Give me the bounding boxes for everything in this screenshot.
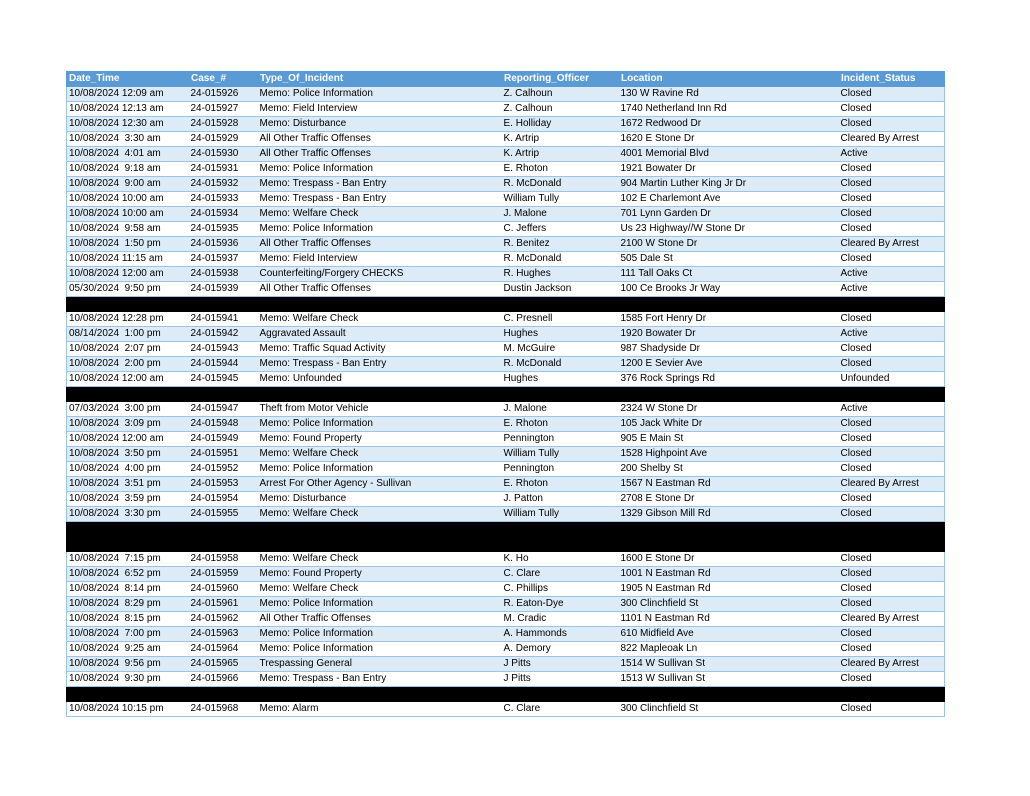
cell-type-of-incident: Memo: Police Information — [258, 162, 502, 177]
cell-incident-status: Closed — [839, 507, 945, 522]
cell-case-number: 24-015931 — [189, 162, 258, 177]
table-row — [67, 372, 945, 387]
cell-incident-status: Closed — [839, 222, 945, 237]
cell-date-time: 10/08/2024 12:30 am — [67, 117, 189, 132]
cell-case-number: 24-015941 — [189, 312, 258, 327]
table-row — [67, 87, 945, 102]
cell-location: 1001 N Eastman Rd — [619, 567, 839, 582]
cell-location: 102 E Charlemont Ave — [619, 192, 839, 207]
cell-location: 300 Clinchfield St — [619, 702, 839, 717]
cell-case-number: 24-015960 — [189, 582, 258, 597]
cell-type-of-incident: Memo: Field Interview — [258, 252, 502, 267]
cell-type-of-incident: Memo: Trespass - Ban Entry — [258, 192, 502, 207]
cell-reporting-officer: J Pitts — [502, 672, 619, 687]
table-body — [67, 87, 945, 717]
cell-reporting-officer: M. Cradic — [502, 612, 619, 627]
redaction-bar — [67, 387, 945, 402]
cell-type-of-incident: Memo: Disturbance — [258, 492, 502, 507]
cell-incident-status: Closed — [839, 582, 945, 597]
cell-incident-status: Closed — [839, 102, 945, 117]
cell-case-number: 24-015964 — [189, 642, 258, 657]
cell-date-time: 10/08/2024 9:25 am — [67, 642, 189, 657]
cell-date-time: 10/08/2024 2:07 pm — [67, 342, 189, 357]
cell-case-number: 24-015926 — [189, 87, 258, 102]
cell-case-number: 24-015955 — [189, 507, 258, 522]
cell-location: 200 Shelby St — [619, 462, 839, 477]
cell-date-time: 10/08/2024 3:30 am — [67, 132, 189, 147]
cell-reporting-officer: Z. Calhoun — [502, 87, 619, 102]
cell-type-of-incident: Memo: Welfare Check — [258, 312, 502, 327]
cell-reporting-officer: C. Presnell — [502, 312, 619, 327]
table-row — [67, 267, 945, 282]
cell-date-time: 10/08/2024 10:00 am — [67, 192, 189, 207]
cell-type-of-incident: Memo: Police Information — [258, 222, 502, 237]
cell-date-time: 10/08/2024 9:30 pm — [67, 672, 189, 687]
cell-incident-status: Active — [839, 267, 945, 282]
cell-case-number: 24-015932 — [189, 177, 258, 192]
cell-incident-status: Closed — [839, 207, 945, 222]
cell-type-of-incident: Memo: Trespass - Ban Entry — [258, 357, 502, 372]
cell-type-of-incident: Memo: Welfare Check — [258, 552, 502, 567]
cell-incident-status: Closed — [839, 177, 945, 192]
cell-incident-status: Closed — [839, 192, 945, 207]
cell-type-of-incident: Memo: Police Information — [258, 417, 502, 432]
cell-incident-status: Unfounded — [839, 372, 945, 387]
cell-case-number: 24-015939 — [189, 282, 258, 297]
cell-date-time: 10/08/2024 9:58 am — [67, 222, 189, 237]
cell-case-number: 24-015927 — [189, 102, 258, 117]
cell-reporting-officer: Pennington — [502, 462, 619, 477]
cell-type-of-incident: Memo: Traffic Squad Activity — [258, 342, 502, 357]
column-header-reporting-officer: Reporting_Officer — [502, 72, 619, 87]
cell-location: 2324 W Stone Dr — [619, 402, 839, 417]
cell-location: 1513 W Sullivan St — [619, 672, 839, 687]
cell-reporting-officer: Hughes — [502, 372, 619, 387]
cell-date-time: 10/08/2024 7:00 pm — [67, 627, 189, 642]
cell-case-number: 24-015966 — [189, 672, 258, 687]
cell-date-time: 10/08/2024 9:56 pm — [67, 657, 189, 672]
cell-case-number: 24-015953 — [189, 477, 258, 492]
cell-location: 111 Tall Oaks Ct — [619, 267, 839, 282]
cell-location: 1920 Bowater Dr — [619, 327, 839, 342]
cell-date-time: 10/08/2024 3:09 pm — [67, 417, 189, 432]
cell-location: 2708 E Stone Dr — [619, 492, 839, 507]
cell-incident-status: Closed — [839, 627, 945, 642]
cell-date-time: 07/03/2024 3:00 pm — [67, 402, 189, 417]
cell-location: 1567 N Eastman Rd — [619, 477, 839, 492]
cell-location: 300 Clinchfield St — [619, 597, 839, 612]
cell-incident-status: Closed — [839, 447, 945, 462]
cell-location: 987 Shadyside Dr — [619, 342, 839, 357]
cell-location: 2100 W Stone Dr — [619, 237, 839, 252]
cell-location: 1101 N Eastman Rd — [619, 612, 839, 627]
table-row — [67, 582, 945, 597]
table-row — [67, 417, 945, 432]
cell-incident-status: Cleared By Arrest — [839, 612, 945, 627]
cell-location: 1921 Bowater Dr — [619, 162, 839, 177]
cell-reporting-officer: J. Malone — [502, 207, 619, 222]
redacted-row — [67, 387, 945, 402]
cell-case-number: 24-015951 — [189, 447, 258, 462]
cell-date-time: 10/08/2024 12:28 pm — [67, 312, 189, 327]
cell-reporting-officer: J. Malone — [502, 402, 619, 417]
cell-incident-status: Closed — [839, 702, 945, 717]
cell-case-number: 24-015934 — [189, 207, 258, 222]
cell-type-of-incident: Trespassing General — [258, 657, 502, 672]
column-header-incident-status: Incident_Status — [839, 72, 945, 87]
cell-incident-status: Closed — [839, 432, 945, 447]
cell-incident-status: Closed — [839, 492, 945, 507]
cell-reporting-officer: C. Clare — [502, 567, 619, 582]
cell-reporting-officer: Hughes — [502, 327, 619, 342]
cell-case-number: 24-015968 — [189, 702, 258, 717]
cell-type-of-incident: Memo: Welfare Check — [258, 207, 502, 222]
table-row — [67, 702, 945, 717]
cell-incident-status: Cleared By Arrest — [839, 657, 945, 672]
cell-incident-status: Closed — [839, 552, 945, 567]
cell-date-time: 10/08/2024 9:00 am — [67, 177, 189, 192]
cell-reporting-officer: R. Hughes — [502, 267, 619, 282]
cell-incident-status: Closed — [839, 117, 945, 132]
cell-location: 1528 Highpoint Ave — [619, 447, 839, 462]
cell-incident-status: Closed — [839, 417, 945, 432]
cell-reporting-officer: A. Hammonds — [502, 627, 619, 642]
cell-type-of-incident: Counterfeiting/Forgery CHECKS — [258, 267, 502, 282]
table-row — [67, 477, 945, 492]
cell-reporting-officer: R. McDonald — [502, 357, 619, 372]
cell-location: 904 Martin Luther King Jr Dr — [619, 177, 839, 192]
cell-type-of-incident: All Other Traffic Offenses — [258, 132, 502, 147]
cell-date-time: 10/08/2024 12:00 am — [67, 267, 189, 282]
cell-reporting-officer: C. Clare — [502, 702, 619, 717]
cell-case-number: 24-015935 — [189, 222, 258, 237]
cell-location: 105 Jack White Dr — [619, 417, 839, 432]
cell-reporting-officer: K. Artrip — [502, 147, 619, 162]
cell-case-number: 24-015947 — [189, 402, 258, 417]
cell-date-time: 10/08/2024 12:09 am — [67, 87, 189, 102]
cell-case-number: 24-015929 — [189, 132, 258, 147]
table-row — [67, 627, 945, 642]
redaction-bar — [67, 297, 945, 312]
cell-reporting-officer: R. Eaton-Dye — [502, 597, 619, 612]
cell-type-of-incident: All Other Traffic Offenses — [258, 147, 502, 162]
cell-reporting-officer: Dustin Jackson — [502, 282, 619, 297]
column-header-date-time: Date_Time — [67, 72, 189, 87]
cell-case-number: 24-015938 — [189, 267, 258, 282]
table-row — [67, 642, 945, 657]
table-row — [67, 507, 945, 522]
cell-incident-status: Closed — [839, 642, 945, 657]
cell-case-number: 24-015958 — [189, 552, 258, 567]
cell-reporting-officer: M. McGuire — [502, 342, 619, 357]
cell-reporting-officer: Pennington — [502, 432, 619, 447]
cell-case-number: 24-015961 — [189, 597, 258, 612]
cell-case-number: 24-015949 — [189, 432, 258, 447]
table-row — [67, 147, 945, 162]
cell-date-time: 10/08/2024 3:59 pm — [67, 492, 189, 507]
cell-date-time: 10/08/2024 3:51 pm — [67, 477, 189, 492]
cell-reporting-officer: William Tully — [502, 507, 619, 522]
cell-incident-status: Closed — [839, 312, 945, 327]
cell-incident-status: Closed — [839, 597, 945, 612]
cell-type-of-incident: Memo: Police Information — [258, 627, 502, 642]
cell-reporting-officer: J. Patton — [502, 492, 619, 507]
cell-date-time: 10/08/2024 8:14 pm — [67, 582, 189, 597]
cell-location: 1905 N Eastman Rd — [619, 582, 839, 597]
cell-type-of-incident: Arrest For Other Agency - Sullivan — [258, 477, 502, 492]
table-row — [67, 192, 945, 207]
table-row — [67, 237, 945, 252]
table-row — [67, 672, 945, 687]
cell-location: 610 Midfield Ave — [619, 627, 839, 642]
cell-reporting-officer: E. Rhoton — [502, 477, 619, 492]
table-row — [67, 102, 945, 117]
cell-reporting-officer: C. Phillips — [502, 582, 619, 597]
cell-case-number: 24-015948 — [189, 417, 258, 432]
cell-type-of-incident: Memo: Found Property — [258, 432, 502, 447]
cell-date-time: 10/08/2024 3:30 pm — [67, 507, 189, 522]
table-row — [67, 447, 945, 462]
table-row — [67, 282, 945, 297]
cell-location: 4001 Memorial Blvd — [619, 147, 839, 162]
redacted-row — [67, 537, 945, 552]
cell-date-time: 10/08/2024 9:18 am — [67, 162, 189, 177]
cell-date-time: 10/08/2024 11:15 am — [67, 252, 189, 267]
cell-date-time: 10/08/2024 12:13 am — [67, 102, 189, 117]
incident-table — [66, 71, 945, 717]
cell-location: 1585 Fort Henry Dr — [619, 312, 839, 327]
redacted-row — [67, 687, 945, 702]
table-row — [67, 207, 945, 222]
cell-reporting-officer: E. Rhoton — [502, 417, 619, 432]
cell-case-number: 24-015936 — [189, 237, 258, 252]
table-row — [67, 342, 945, 357]
table-row — [67, 177, 945, 192]
cell-incident-status: Cleared By Arrest — [839, 237, 945, 252]
cell-case-number: 24-015945 — [189, 372, 258, 387]
cell-case-number: 24-015959 — [189, 567, 258, 582]
table-row — [67, 162, 945, 177]
table-row — [67, 612, 945, 627]
cell-type-of-incident: All Other Traffic Offenses — [258, 237, 502, 252]
table-row — [67, 312, 945, 327]
cell-date-time: 10/08/2024 6:52 pm — [67, 567, 189, 582]
table-row — [67, 567, 945, 582]
cell-incident-status: Closed — [839, 672, 945, 687]
cell-type-of-incident: Memo: Unfounded — [258, 372, 502, 387]
cell-case-number: 24-015943 — [189, 342, 258, 357]
cell-case-number: 24-015942 — [189, 327, 258, 342]
redaction-bar — [67, 687, 945, 702]
cell-reporting-officer: E. Holliday — [502, 117, 619, 132]
cell-case-number: 24-015944 — [189, 357, 258, 372]
cell-incident-status: Active — [839, 282, 945, 297]
cell-reporting-officer: J Pitts — [502, 657, 619, 672]
cell-case-number: 24-015952 — [189, 462, 258, 477]
cell-type-of-incident: Memo: Welfare Check — [258, 582, 502, 597]
cell-type-of-incident: Aggravated Assault — [258, 327, 502, 342]
cell-reporting-officer: William Tully — [502, 447, 619, 462]
cell-date-time: 10/08/2024 10:00 am — [67, 207, 189, 222]
cell-date-time: 10/08/2024 7:15 pm — [67, 552, 189, 567]
header-row — [67, 72, 945, 87]
cell-type-of-incident: Memo: Police Information — [258, 87, 502, 102]
table-row — [67, 492, 945, 507]
cell-date-time: 10/08/2024 4:00 pm — [67, 462, 189, 477]
cell-type-of-incident: Memo: Police Information — [258, 462, 502, 477]
cell-reporting-officer: R. Benitez — [502, 237, 619, 252]
cell-location: 1200 E Sevier Ave — [619, 357, 839, 372]
column-header-type-of-incident: Type_Of_Incident — [258, 72, 502, 87]
table-row — [67, 327, 945, 342]
cell-type-of-incident: Memo: Trespass - Ban Entry — [258, 177, 502, 192]
cell-reporting-officer: A. Demory — [502, 642, 619, 657]
cell-location: 100 Ce Brooks Jr Way — [619, 282, 839, 297]
cell-reporting-officer: R. McDonald — [502, 177, 619, 192]
cell-date-time: 08/14/2024 1:00 pm — [67, 327, 189, 342]
cell-date-time: 10/08/2024 10:15 pm — [67, 702, 189, 717]
cell-type-of-incident: Memo: Trespass - Ban Entry — [258, 672, 502, 687]
cell-type-of-incident: Memo: Disturbance — [258, 117, 502, 132]
cell-date-time: 10/08/2024 1:50 pm — [67, 237, 189, 252]
table-row — [67, 552, 945, 567]
redaction-bar — [67, 537, 945, 552]
cell-incident-status: Closed — [839, 162, 945, 177]
table-row — [67, 462, 945, 477]
redacted-row — [67, 297, 945, 312]
cell-case-number: 24-015933 — [189, 192, 258, 207]
cell-location: 505 Dale St — [619, 252, 839, 267]
cell-location: Us 23 Highway//W Stone Dr — [619, 222, 839, 237]
cell-reporting-officer: Z. Calhoun — [502, 102, 619, 117]
table-row — [67, 402, 945, 417]
cell-location: 1514 W Sullivan St — [619, 657, 839, 672]
redacted-row — [67, 522, 945, 537]
cell-incident-status: Closed — [839, 462, 945, 477]
cell-incident-status: Cleared By Arrest — [839, 132, 945, 147]
cell-type-of-incident: All Other Traffic Offenses — [258, 612, 502, 627]
cell-location: 1600 E Stone Dr — [619, 552, 839, 567]
table-row — [67, 357, 945, 372]
cell-date-time: 10/08/2024 4:01 am — [67, 147, 189, 162]
cell-location: 905 E Main St — [619, 432, 839, 447]
cell-case-number: 24-015937 — [189, 252, 258, 267]
cell-reporting-officer: K. Ho — [502, 552, 619, 567]
column-header-location: Location — [619, 72, 839, 87]
cell-incident-status: Active — [839, 327, 945, 342]
cell-incident-status: Closed — [839, 87, 945, 102]
cell-date-time: 10/08/2024 2:00 pm — [67, 357, 189, 372]
cell-case-number: 24-015954 — [189, 492, 258, 507]
table-row — [67, 252, 945, 267]
cell-location: 822 Mapleoak Ln — [619, 642, 839, 657]
cell-case-number: 24-015963 — [189, 627, 258, 642]
cell-incident-status: Active — [839, 147, 945, 162]
cell-location: 1672 Redwood Dr — [619, 117, 839, 132]
cell-case-number: 24-015962 — [189, 612, 258, 627]
cell-date-time: 10/08/2024 8:15 pm — [67, 612, 189, 627]
cell-incident-status: Active — [839, 402, 945, 417]
cell-incident-status: Closed — [839, 567, 945, 582]
cell-type-of-incident: Memo: Field Interview — [258, 102, 502, 117]
cell-date-time: 10/08/2024 8:29 pm — [67, 597, 189, 612]
table-row — [67, 117, 945, 132]
cell-type-of-incident: All Other Traffic Offenses — [258, 282, 502, 297]
cell-date-time: 05/30/2024 9:50 pm — [67, 282, 189, 297]
cell-incident-status: Closed — [839, 357, 945, 372]
cell-case-number: 24-015965 — [189, 657, 258, 672]
cell-type-of-incident: Memo: Welfare Check — [258, 447, 502, 462]
table-row — [67, 222, 945, 237]
cell-incident-status: Closed — [839, 342, 945, 357]
cell-reporting-officer: C. Jeffers — [502, 222, 619, 237]
table-row — [67, 657, 945, 672]
table-row — [67, 132, 945, 147]
cell-date-time: 10/08/2024 12:00 am — [67, 372, 189, 387]
column-header-case-number: Case_# — [189, 72, 258, 87]
cell-date-time: 10/08/2024 3:50 pm — [67, 447, 189, 462]
cell-reporting-officer: William Tully — [502, 192, 619, 207]
cell-reporting-officer: E. Rhoton — [502, 162, 619, 177]
cell-location: 1620 E Stone Dr — [619, 132, 839, 147]
cell-type-of-incident: Memo: Police Information — [258, 642, 502, 657]
cell-incident-status: Cleared By Arrest — [839, 477, 945, 492]
cell-type-of-incident: Memo: Alarm — [258, 702, 502, 717]
cell-case-number: 24-015928 — [189, 117, 258, 132]
cell-reporting-officer: R. McDonald — [502, 252, 619, 267]
cell-date-time: 10/08/2024 12:00 am — [67, 432, 189, 447]
cell-reporting-officer: K. Artrip — [502, 132, 619, 147]
cell-location: 1329 Gibson Mill Rd — [619, 507, 839, 522]
redaction-bar — [67, 522, 945, 537]
cell-type-of-incident: Theft from Motor Vehicle — [258, 402, 502, 417]
cell-location: 1740 Netherland Inn Rd — [619, 102, 839, 117]
cell-incident-status: Closed — [839, 252, 945, 267]
cell-type-of-incident: Memo: Police Information — [258, 597, 502, 612]
cell-location: 701 Lynn Garden Dr — [619, 207, 839, 222]
cell-case-number: 24-015930 — [189, 147, 258, 162]
cell-type-of-incident: Memo: Welfare Check — [258, 507, 502, 522]
table-row — [67, 597, 945, 612]
cell-location: 376 Rock Springs Rd — [619, 372, 839, 387]
cell-location: 130 W Ravine Rd — [619, 87, 839, 102]
table-row — [67, 432, 945, 447]
cell-type-of-incident: Memo: Found Property — [258, 567, 502, 582]
